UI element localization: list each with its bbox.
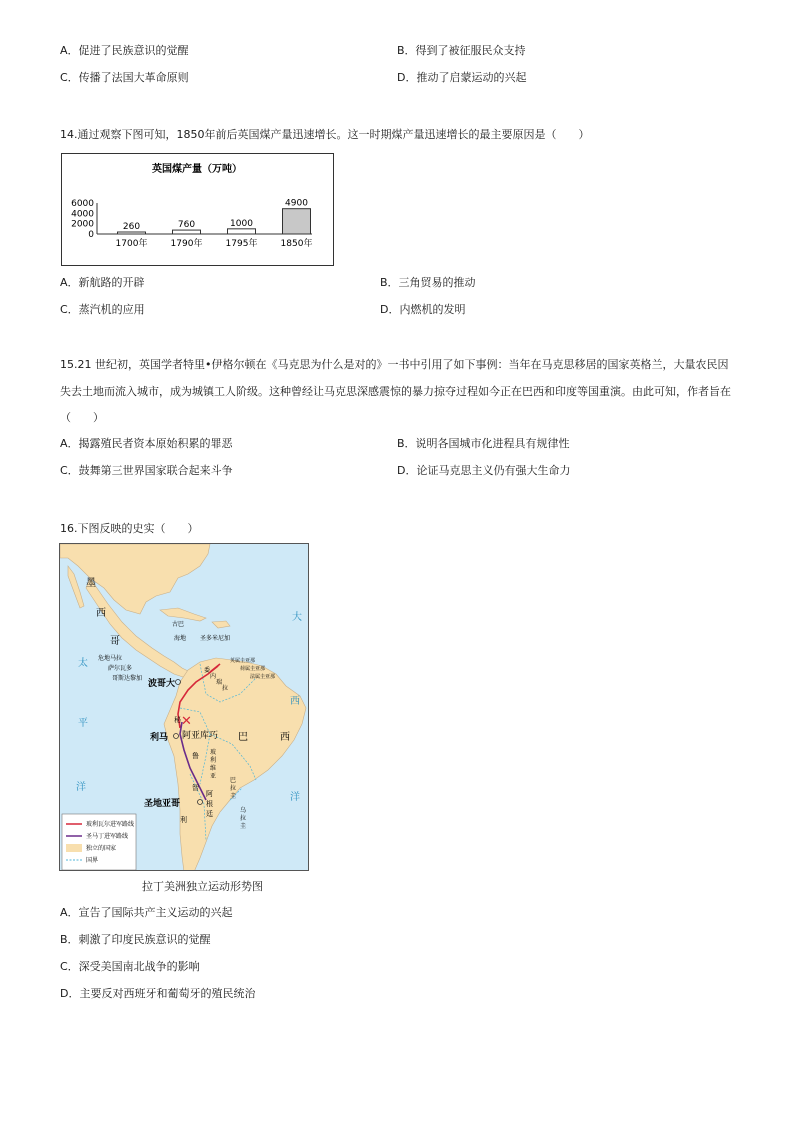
label-peru-2: 鲁 xyxy=(192,752,199,760)
coal-chart-svg xyxy=(62,154,332,264)
label-ayacucho: 阿亚库巧 xyxy=(182,731,219,741)
y-tick-label: 6000 xyxy=(71,199,94,209)
bar-value-label: 4900 xyxy=(285,198,308,209)
q14-option-c: C．蒸汽机的应用 xyxy=(60,303,145,316)
q14-option-b: B．三角贸易的推动 xyxy=(380,276,476,289)
map-caption: 拉丁美洲独立运动形势图 xyxy=(142,880,263,893)
legend-sanmartin: 圣马丁进军路线 xyxy=(86,833,129,840)
q15-option-d: D．论证马克思主义仍有强大生命力 xyxy=(397,464,571,477)
latin-america-map xyxy=(59,543,309,871)
label-guatemala: 危地马拉 xyxy=(98,655,123,662)
legend-border: 国界 xyxy=(86,857,99,864)
label-mexico-1: 墨 xyxy=(86,578,96,589)
label-elsalvador: 萨尔瓦多 xyxy=(108,665,133,672)
label-mexico-3: 哥 xyxy=(110,636,120,647)
battle-cross-icon: ✕ xyxy=(181,714,192,729)
label-argentina-1: 阿 xyxy=(206,790,213,798)
chart-title: 英国煤产量（万吨） xyxy=(152,164,242,175)
label-lima: 利马 xyxy=(150,733,169,743)
q15-option-a: A．揭露殖民者资本原始积累的罪恶 xyxy=(60,437,233,450)
label-bolivia-1: 玻 xyxy=(210,749,217,756)
label-uruguay-1: 乌 xyxy=(240,807,247,814)
legend-independent-swatch xyxy=(66,844,82,852)
label-venezuela-1: 委 xyxy=(204,667,211,674)
q13-option-a: A．促进了民族意识的觉醒 xyxy=(60,44,189,57)
q14-option-d: D．内燃机的发明 xyxy=(380,303,466,316)
bar-value-label: 760 xyxy=(177,220,196,231)
y-tick-label: 4000 xyxy=(71,209,94,220)
label-venezuela-4: 拉 xyxy=(222,685,229,692)
label-brazil-2: 西 xyxy=(280,732,290,743)
bar-value-label: 260 xyxy=(122,222,141,232)
coal-chart xyxy=(61,153,334,266)
label-costarica: 哥斯达黎加 xyxy=(112,675,143,682)
label-santo-domingo: 圣多米尼加 xyxy=(200,635,231,642)
q14-option-a: A．新航路的开辟 xyxy=(60,276,145,289)
label-venezuela-2: 内 xyxy=(210,673,217,680)
q16-option-b: B．刺激了印度民族意识的觉醒 xyxy=(60,933,211,946)
q16-stem: 16.下图反映的史实（ ） xyxy=(60,522,199,535)
label-chile-2: 利 xyxy=(180,816,187,824)
label-dutch-guiana: 荷属圭亚那 xyxy=(240,666,266,672)
ocean-atlantic-2: 西 xyxy=(290,696,300,707)
q16-option-d: D．主要反对西班牙和葡萄牙的殖民统治 xyxy=(60,987,256,1000)
x-tick-label: 1850年 xyxy=(280,239,313,249)
q15-option-c: C．鼓舞第三世界国家联合起来斗争 xyxy=(60,464,233,477)
q16-option-c: C．深受美国南北战争的影响 xyxy=(60,960,200,973)
ocean-pacific-1: 太 xyxy=(78,658,88,669)
legend-bolivar: 玻利瓦尔进军路线 xyxy=(86,821,135,828)
label-haiti: 海地 xyxy=(174,635,187,642)
q15-option-b: B．说明各国城市化进程具有规律性 xyxy=(397,437,570,450)
label-venezuela-3: 瑞 xyxy=(216,679,223,686)
label-paraguay-3: 圭 xyxy=(230,793,237,800)
q14-stem: 14.通过观察下图可知，1850年前后英国煤产量迅速增长。这一时期煤产量迅速增长的最主要原因是（ ） xyxy=(60,128,590,141)
y-tick-label: 2000 xyxy=(71,219,94,230)
q16-option-a: A．宣告了国际共产主义运动的兴起 xyxy=(60,906,233,919)
label-santiago: 圣地亚哥 xyxy=(144,799,181,809)
label-paraguay-2: 拉 xyxy=(230,785,237,792)
bar-value-label: 1000 xyxy=(230,218,253,229)
ocean-atlantic-1: 大 xyxy=(292,612,302,623)
label-cuba: 古巴 xyxy=(172,621,185,628)
bar xyxy=(173,230,201,234)
label-argentina-3: 廷 xyxy=(206,810,213,818)
x-tick-label: 1790年 xyxy=(170,239,203,249)
label-mexico-2: 西 xyxy=(96,608,106,619)
label-french-guiana: 法属圭亚那 xyxy=(250,674,276,680)
legend-independent: 独立的国家 xyxy=(86,845,117,852)
label-uruguay-3: 圭 xyxy=(240,823,247,830)
label-bolivia-4: 亚 xyxy=(210,773,217,780)
label-peru-1: 秘 xyxy=(174,716,181,724)
ocean-pacific-2: 平 xyxy=(78,718,88,729)
label-bolivia-2: 利 xyxy=(210,757,217,764)
label-chile-1: 智 xyxy=(192,784,199,792)
ocean-atlantic-3: 洋 xyxy=(290,792,300,803)
label-bolivia-3: 维 xyxy=(210,765,217,772)
q15-stem-line3: （ ） xyxy=(60,411,104,424)
bar xyxy=(118,232,146,234)
label-paraguay-1: 巴 xyxy=(230,777,237,784)
bar xyxy=(228,229,256,234)
q15-stem-line2: 失去土地而流入城市，成为城镇工人阶级。这种曾经让马克思深感震惊的暴力掠夺过程如今正在巴西和印度等国重演。由此可知，作者旨在 xyxy=(60,385,731,398)
label-brazil-1: 巴 xyxy=(238,732,248,743)
ocean-pacific-3: 洋 xyxy=(76,782,86,793)
label-uruguay-2: 拉 xyxy=(240,815,247,822)
bar xyxy=(283,209,311,234)
q13-option-d: D．推动了启蒙运动的兴起 xyxy=(397,71,527,84)
label-bogota: 波哥大 xyxy=(148,679,176,689)
map-svg xyxy=(60,544,309,871)
y-tick-label: 0 xyxy=(88,230,94,240)
label-british-guiana: 英属圭亚那 xyxy=(230,658,256,664)
q13-option-b: B．得到了被征服民众支持 xyxy=(397,44,526,57)
label-argentina-2: 根 xyxy=(206,800,213,808)
x-tick-label: 1795年 xyxy=(225,239,258,249)
x-tick-label: 1700年 xyxy=(115,239,148,249)
q15-stem-line1: 15.21 世纪初，英国学者特里•伊格尔顿在《马克思为什么是对的》一书中引用了如下事例：当年在马克思移居的国家英格兰，大量农民因 xyxy=(60,358,729,371)
q13-option-c: C．传播了法国大革命原则 xyxy=(60,71,189,84)
